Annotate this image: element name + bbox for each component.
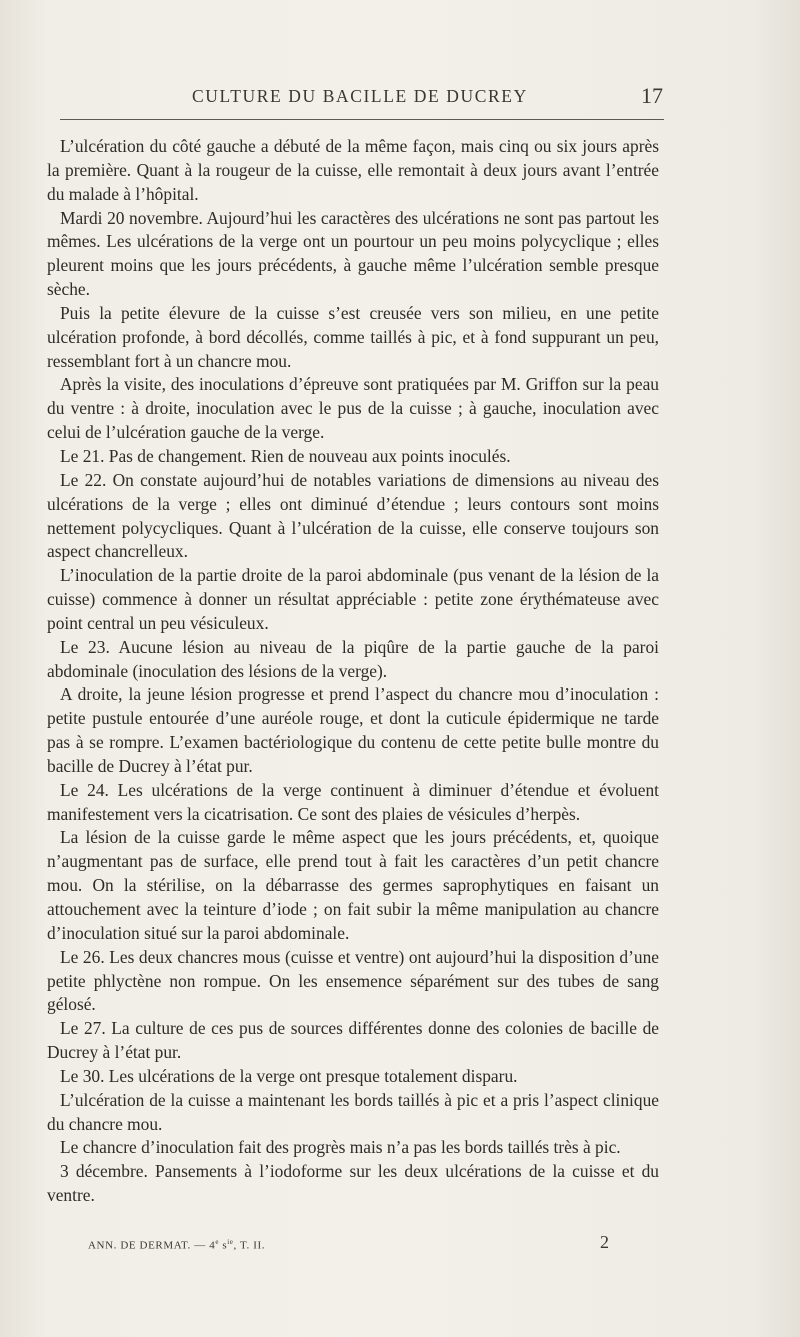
body-text [47,135,659,1208]
running-head-title: CULTURE DU BACILLE DE DUCREY [192,86,528,106]
paragraph: Après la visite, des inoculations d’épreuve sont pratiquées par M. Griffon sur la peau du ventre : à droite, inoculation avec le pus de la cuisse ; à gauche, inoculation avec celui de l’ulcération gauche de la verge. [47,374,659,443]
paragraph: Puis la petite élevure de la cuisse s’est creusée vers son milieu, en une petite ulcération profonde, à bord décollés, comme taillés à pic, et à fond suppurant un peu, ressemblant fort à un chancre mou. [47,302,659,371]
paragraph: Le 26. Les deux chancres mous (cuisse et ventre) ont aujourd’hui la disposition d’une petite phlyctène non rompue. On les ensemence séparément sur des tubes de sang gélosé. [47,946,659,1015]
paragraph: Le 23. Aucune lésion au niveau de la piqûre de la partie gauche de la paroi abdominale (inoculation des lésions de la verge). [47,636,659,681]
header-rule [60,119,664,120]
paragraph: L’ulcération de la cuisse a maintenant les bords taillés à pic et a pris l’aspect clinique du chancre mou. [47,1089,659,1134]
running-head [60,83,663,112]
footer-journal-prefix: ANN. DE DERMAT. — 4 [88,1239,216,1252]
paragraph: Mardi 20 novembre. Aujourd’hui les caractères des ulcérations ne sont pas partout les mêmes. Les ulcérations de la verge ont un pourtour un peu moins polycyclique ; elles pleurent moins que les jours précédents, à gauche même l’ulcération semble presque sèche. [47,207,659,300]
footer-series-sup-2: ie [227,1238,234,1246]
paragraph: A droite, la jeune lésion progresse et prend l’aspect du chancre mou d’inoculation : petite pustule entourée d’une auréole rouge, et dont la cuticule épidermique ne tarde pas à se rompre. L’examen bactériologique du contenu de cette petite bulle montre du bacille de Ducrey à l’état pur. [47,684,659,776]
paragraph: Le chancre d’inoculation fait des progrès mais n’a pas les bords taillés très à pic. [60,1137,621,1158]
page-number: 17 [641,83,663,108]
footer-series-s: s [219,1239,228,1252]
paragraph: L’ulcération du côté gauche a débuté de la même façon, mais cinq ou six jours après la première. Quant à la rougeur de la cuisse, elle remontait à deux jours avant l’entrée du malade à l’hôpital. [47,136,659,204]
journal-footer [88,1238,265,1252]
footer-journal-suffix: , T. II. [233,1239,266,1252]
paragraph: Le 27. La culture de ces pus de sources différentes donne des colonies de bacille de Ducrey à l’état pur. [47,1018,659,1063]
paragraph: L’inoculation de la partie droite de la paroi abdominale (pus venant de la lésion de la cuisse) commence à donner un résultat appréciable : petite zone érythémateuse avec point central un peu vésiculeux. [47,565,659,633]
footer-series-sup: e [215,1238,220,1246]
paragraph: Le 22. On constate aujourd’hui de notables variations de dimensions au niveau des ulcérations de la verge ; elles ont diminué d’étendue ; leurs contours sont moins nettement polycycliques. Quant à l’ulcération de la cuisse, elle conserve toujours son aspect chancrelleux. [47,469,659,562]
paragraph: Le 21. Pas de changement. Rien de nouveau aux points inoculés. [60,445,511,466]
paragraph: Le 30. Les ulcérations de la verge ont presque totalement disparu. [60,1065,518,1086]
signature-mark: 2 [600,1232,609,1252]
paragraph: 3 décembre. Pansements à l’iodoforme sur les deux ulcérations de la cuisse et du ventre. [47,1161,659,1206]
paragraph: Le 24. Les ulcérations de la verge continuent à diminuer d’étendue et évoluent manifestement vers la cicatrisation. Ce sont des plaies de vésicules d’herpès. [47,779,659,824]
paragraph: La lésion de la cuisse garde le même aspect que les jours précédents, et, quoique n’augmentant pas de surface, elle prend tout à fait les caractères d’un petit chancre mou. On la stérilise, on la débarrasse des germes saprophytiques en faisant un attouchement avec la teinture d’iode ; on fait subir la même manipulation au chancre d’inoculation situé sur la paroi abdominale. [47,827,659,943]
